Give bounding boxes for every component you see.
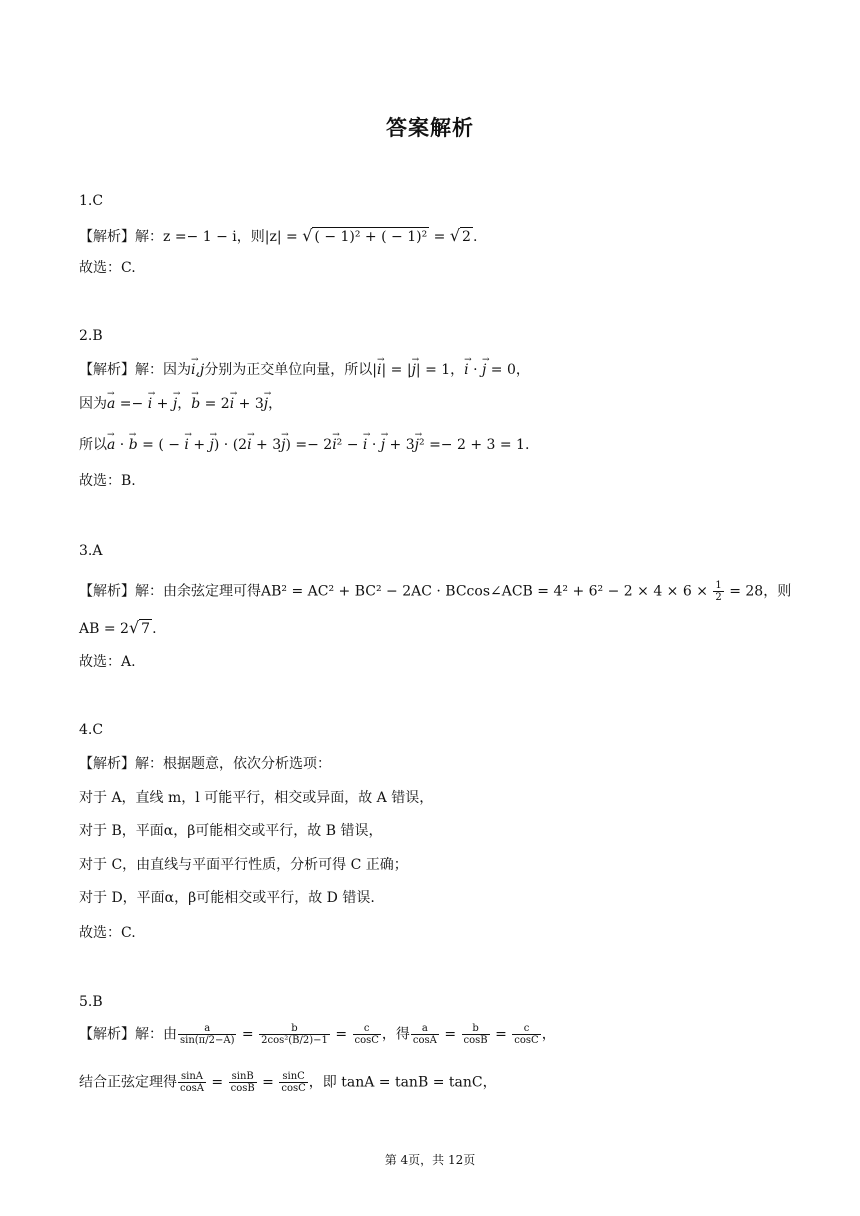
q2-answer: 故选：B. xyxy=(79,473,136,489)
q3-analysis-line1: 【解析】解：由余弦定理可得AB² = AC² + BC² − 2AC · BCcos∠ACB = 4² + 6² − 2 × 4 × 6 × $\frac{1}{2}$ = 28，则 xyxy=(79,580,792,603)
q1-heading: 1.C xyxy=(79,193,104,209)
q4-option-a: 对于 A，直线 m，l 可能平行，相交或异面，故 A 错误， xyxy=(79,790,434,806)
q5-analysis-line2: 结合正弦定理得 $\frac{\sin A}{\cos A}$ = $\frac{\sin B}{\cos B}$ = $\frac{\sin C}{\cos C}$ ，即 tanA = tanB = tanC， xyxy=(79,1071,497,1094)
q1-analysis: 【解析】解：z =− 1 − i，则|z| = √ ( − 1)² + ( − 1)² = √ 2 . xyxy=(79,226,478,245)
q3-answer: 故选：A. xyxy=(79,654,136,670)
q3-analysis-line2: AB = 2√ 7 . xyxy=(79,618,157,637)
q5-heading: 5.B xyxy=(79,994,103,1010)
q4-option-c: 对于 C，由直线与平面平行性质，分析可得 C 正确； xyxy=(79,857,408,873)
page-footer: 第 4页，共 12页 xyxy=(384,1153,476,1167)
q5-analysis-line1: 【解析】解：由 $\frac{a}{\sin(\pi/2-A)}$ = $\frac{b}{\text{2cos²(B/2)−1}}$ = $\frac{c}{\cos C}$ ，得 $\frac{a}{\cos A}$ = $\frac{b}{\cos B}$ = $\frac{c}{\cos C}$ ， xyxy=(79,1023,556,1046)
q4-analysis-line1: 【解析】解：根据题意，依次分析选项： xyxy=(79,756,331,772)
q4-option-b: 对于 B，平面α，β可能相交或平行，故 B 错误， xyxy=(79,823,383,839)
q2-analysis-line2: 因为→ a =− → i + → j，→ b = 2→ i + 3→ j， xyxy=(79,395,282,413)
q2-analysis-line1: 【解析】解：因为→ i,j分别为正交单位向量，所以|→ i| = |→ j| = 1，→ i · → j = 0， xyxy=(79,361,530,379)
q4-option-d: 对于 D，平面α，β可能相交或平行，故 D 错误. xyxy=(79,890,375,906)
q4-heading: 4.C xyxy=(79,722,104,738)
q2-heading: 2.B xyxy=(79,328,103,344)
q4-answer: 故选：C. xyxy=(79,925,136,941)
q2-analysis-line3: 所以→ a · → b = ( − → i + → j) · (2→ i + 3→ j) =− 2→ i² − → i · → j + 3→ j² =− 2 + 3 = 1. xyxy=(79,436,529,454)
q1-answer: 故选：C. xyxy=(79,260,136,276)
page-title: 答案解析 xyxy=(386,116,474,140)
q3-heading: 3.A xyxy=(79,543,103,559)
